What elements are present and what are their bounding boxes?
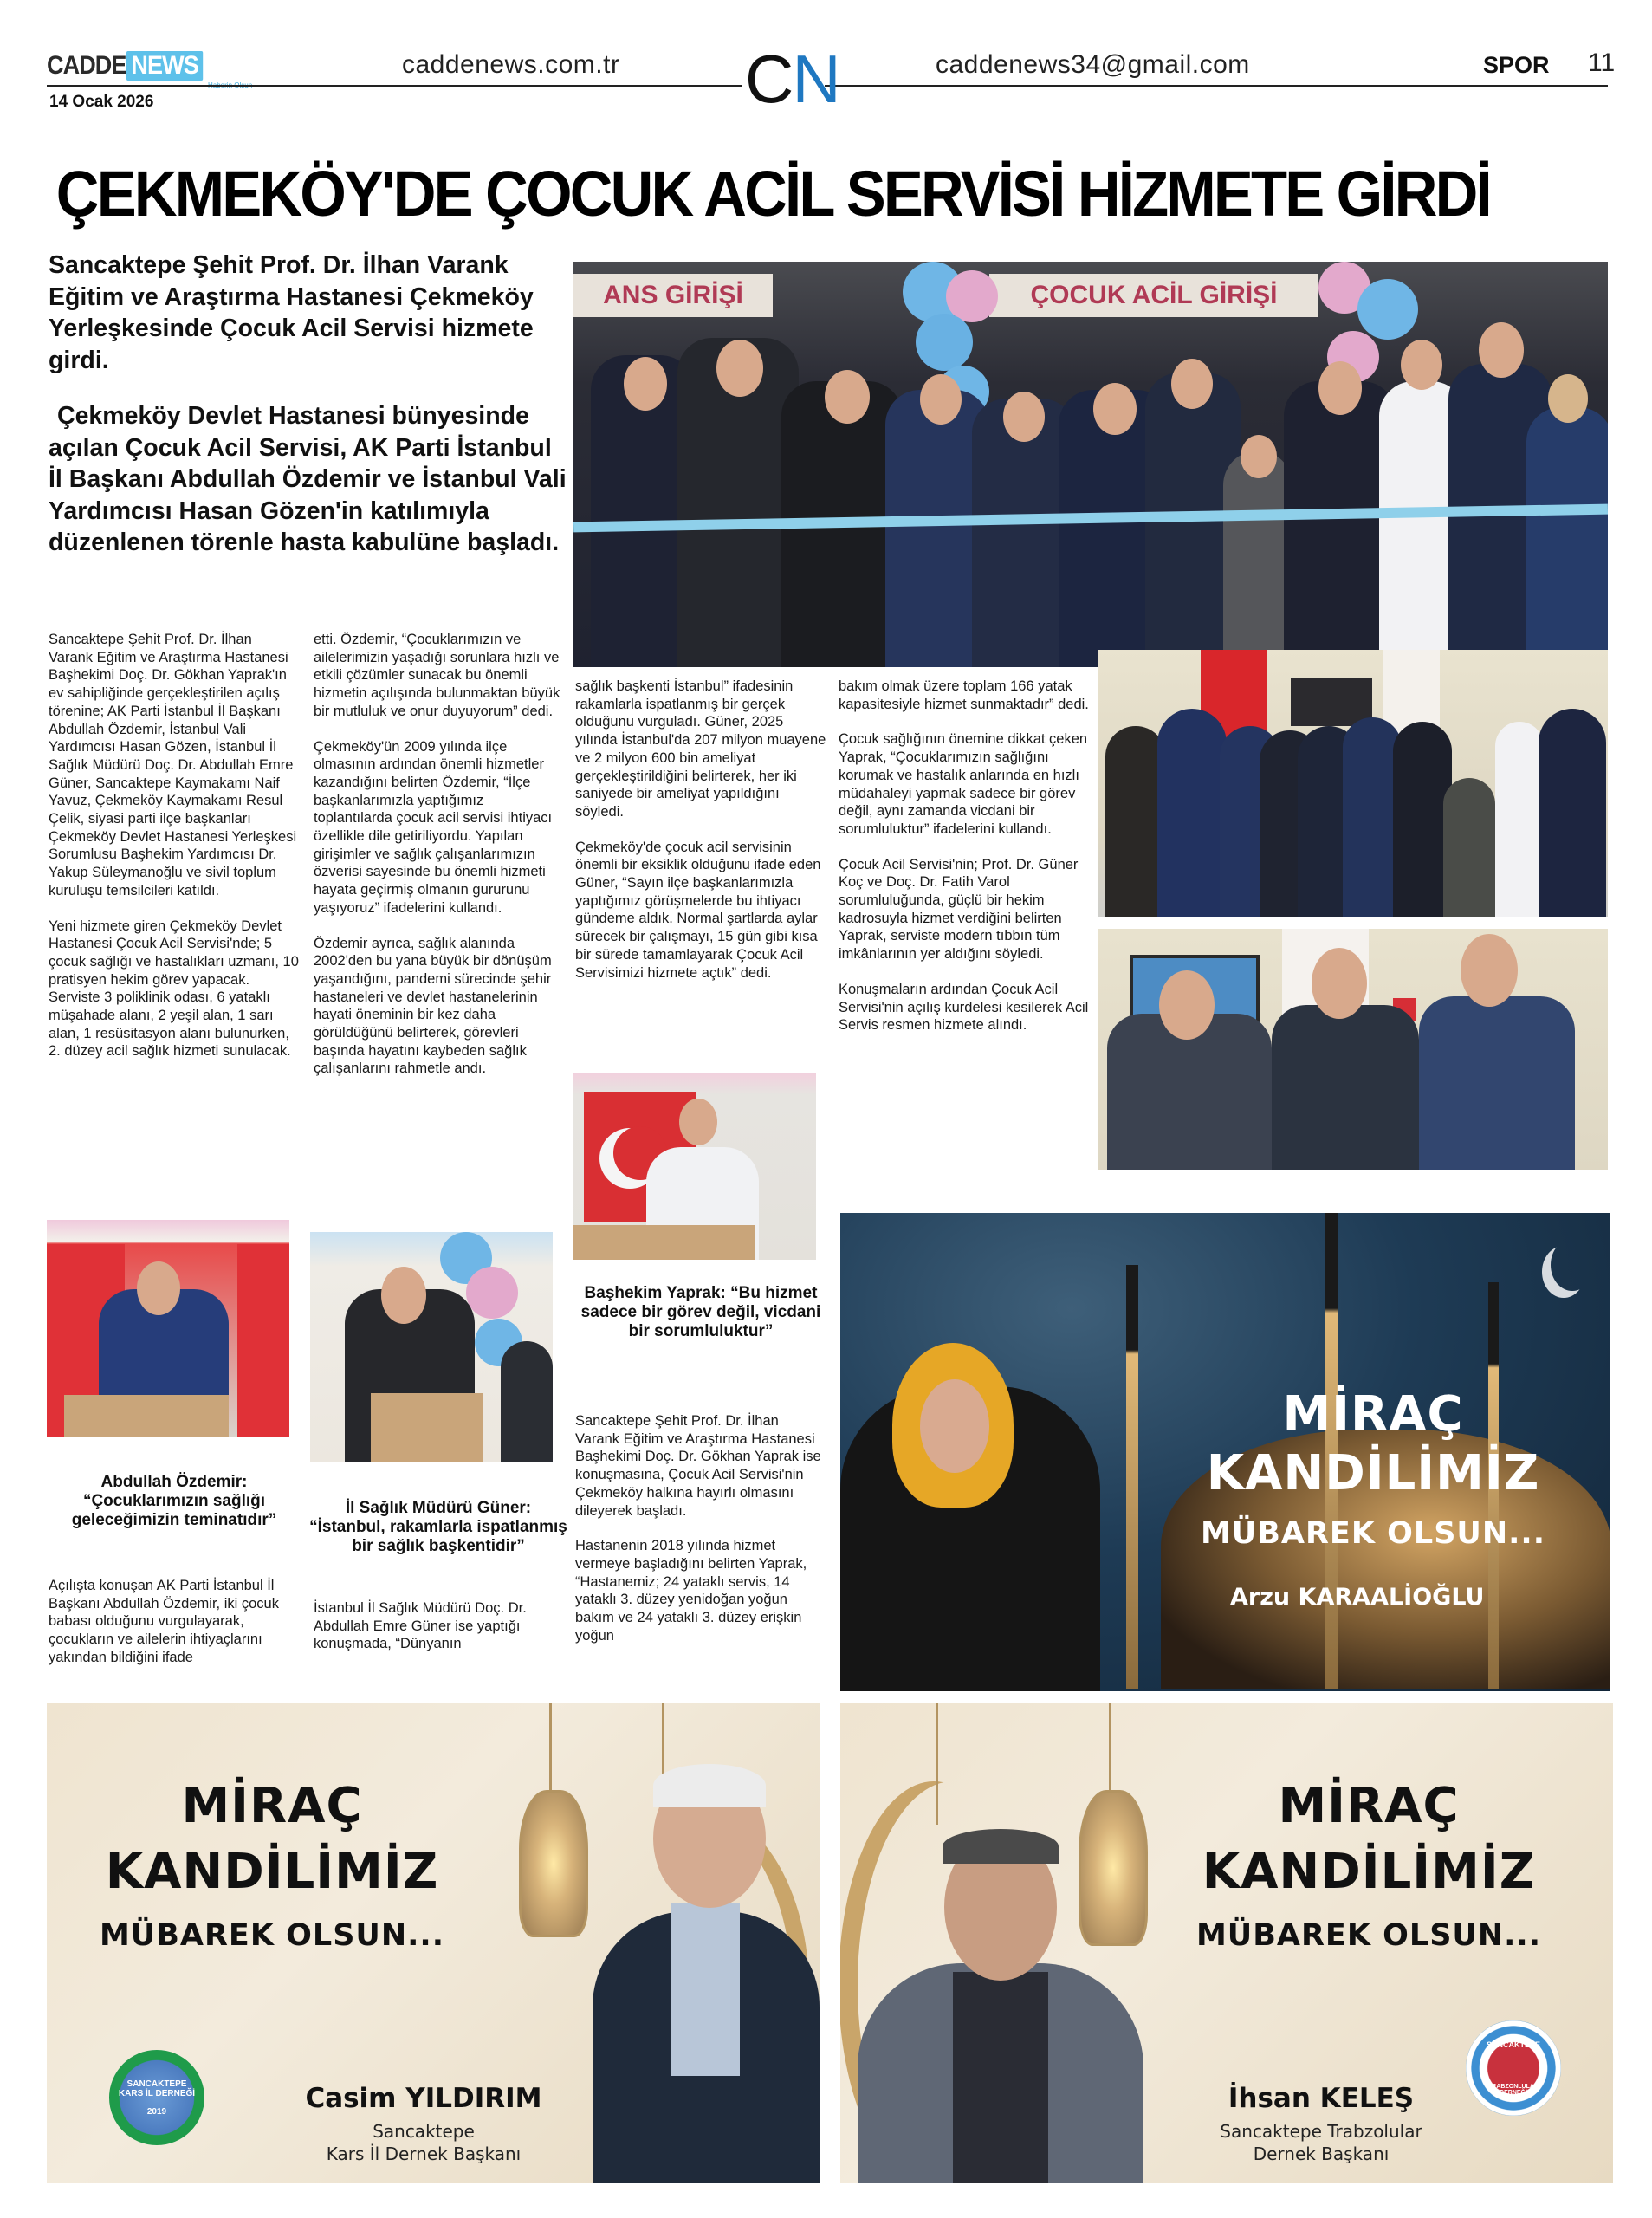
- mirac-kandili-ad-keles: [840, 1703, 1613, 2183]
- paragraph: Çekmeköy'ün 2009 yılında ilçe olmasının ardından önemli hizmetler kazandığını belirten Özdemir, “İlçe başkanlarımızla yaptığımız toplantılarda çocuk acil servisi ihtiyacı özellikle dile getiriliyordu. Yapılan girişimler ve sağlık çalışanlarımızın özverisi sayesinde bu önemli hizmeti hayata geçirmiş olmanın gururunu yaşıyoruz” ifadelerini kullandı.: [314, 738, 553, 916]
- ad-line-2: KANDİLİMİZ: [1206, 1445, 1540, 1501]
- ad-line-3: MÜBAREK OLSUN...: [99, 1918, 445, 1953]
- group-photo: [1098, 650, 1608, 917]
- cn-monogram: [745, 41, 839, 117]
- header-rule-left: [47, 85, 742, 87]
- article-column-5: [575, 1412, 826, 1662]
- lantern-icon: [1079, 1790, 1148, 1946]
- paragraph: Özdemir ayrıca, sağlık alanında 2002'den bu yana büyük bir dönüşüm yaşandığını, pandemi sürecinde şehir hastaneleri ve devlet hastanelerinin hayati öneminin bir kez daha görüldüğünü belirterek, görevleri başında hayatını kaybeden sağlık çalışanlarını rahmetle andı.: [314, 935, 552, 1077]
- issue-date: 14 Ocak 2026: [49, 93, 154, 111]
- article-column-6: [49, 1577, 300, 1684]
- ad-line-1: MİRAÇ: [1282, 1386, 1464, 1443]
- subheading-guner: İl Sağlık Müdürü Güner: “İstanbul, rakamlarla ispatlanmış bir sağlık başkentidir”: [309, 1499, 567, 1555]
- child-emergency-entrance-sign: ÇOCUK ACİL GİRİŞİ: [989, 274, 1318, 317]
- head-physician-speaking-photo: [573, 1073, 816, 1260]
- kars-association-seal: [109, 2050, 204, 2145]
- logo-cadde: CADDE: [47, 51, 126, 80]
- mirac-kandili-ad-yildirim: [47, 1703, 820, 2183]
- ad-person-name: Casim YILDIRIM: [305, 2083, 542, 2114]
- article-column-3: [575, 678, 826, 999]
- mirac-kandili-ad-karaalioglu: [840, 1213, 1610, 1691]
- ad-line-1: MİRAÇ: [1278, 1778, 1460, 1834]
- ad-line-2: KANDİLİMİZ: [105, 1844, 439, 1900]
- seal-text: SANCAKTEPE KARS İL DERNEĞİ: [118, 2079, 196, 2098]
- paragraph: Hastanenin 2018 yılında hizmet vermeye başladığını belirten Yaprak, “Hastanemiz; 24 yataklı servis, 14 yataklı 3. düzey yenidoğan yoğun bakım ve 24 yataklı 3. düzey erişkin yoğun: [575, 1538, 807, 1644]
- seal-bottom: TRABZONLULAR DERNEĞİ: [1488, 2084, 1539, 2096]
- newspaper-logo: [47, 49, 246, 83]
- ad-person-title-1: Sancaktepe Trabzolular: [1220, 2121, 1422, 2142]
- ad-person-title-1: Sancaktepe: [373, 2121, 475, 2142]
- guner-speaking-photo: [310, 1232, 553, 1462]
- seal-top: SANCAKTEPE: [1486, 2040, 1540, 2049]
- ribbon-cutting-photo: [573, 262, 1608, 667]
- subheading-yaprak: Başhekim Yaprak: “Bu hizmet sadece bir görev değil, vicdani bir sorumluluktur”: [580, 1284, 821, 1340]
- ad-line-1: MİRAÇ: [181, 1778, 363, 1834]
- ad-line-3: MÜBAREK OLSUN...: [1195, 1918, 1542, 1953]
- lead-paragraph-2: Çekmeköy Devlet Hastanesi bünyesinde açılan Çocuk Acil Servisi, AK Parti İstanbul İl Başkanı Abdullah Özdemir ve İstanbul Vali Yardımcısı Hasan Gözen'in katılımıyla düzenlenen törenle hasta kabulüne başladı.: [49, 402, 567, 556]
- page-number: 11: [1588, 49, 1616, 77]
- ad-line-3: MÜBAREK OLSUN...: [1200, 1516, 1546, 1551]
- article-column-2: [314, 631, 565, 1095]
- monogram-n: N: [792, 41, 839, 117]
- ad-person-name: Arzu KARAALİOĞLU: [1230, 1584, 1485, 1611]
- paragraph: sağlık başkenti İstanbul” ifadesinin rakamlarla ispatlanmış bir gerçek olduğunu vurguladı. Güner, 2025 yılında İstanbul'da 207 milyon muayene ve 2 milyon 600 bin ameliyat gerçekleştirildiğini belirterek, her iki saniyede bir ameliyat yapıldığını söyledi.: [575, 678, 826, 820]
- ad-person-title-2: Kars İl Dernek Başkanı: [326, 2143, 522, 2164]
- paragraph: Çekmeköy'de çocuk acil servisinin önemli bir eksiklik olduğunu ifade eden Güner, “Sayın ilçe başkanlarımızla yaptığımız görüşmelerde bu ihtiyacı gündeme aldık. Normal şartlarda aylar sürecek bir çalışmayı, 15 gün gibi kısa bir sürede tamamlayarak Çocuk Acil Servisimizi hizmete açtık” dedi.: [575, 839, 821, 981]
- ad-person-title-2: Dernek Başkanı: [1253, 2143, 1390, 2164]
- paragraph: etti. Özdemir, “Çocuklarımızın ve ailelerimizin yaşadığı sorunlara hızlı ve etkili çözümler sunacak bu önemli hizmetin açılışında bulunmaktan büyük bir mutluluk ve onur duyuyorum” dedi.: [314, 632, 560, 719]
- paragraph: Yeni hizmete giren Çekmeköy Devlet Hastanesi Çocuk Acil Servisi'nde; 5 çocuk sağlığı ve hastalıkları uzmanı, 10 pratisyen hekim görev yapacak. Serviste 3 poliklinik odası, 6 yataklı müşahade alanı, 2 yeşil alan, 1 sarı alan, 1 resüsitasyon alanı bulunurken, 2. düzey acil sağlık hizmeti sunulacak.: [49, 918, 299, 1060]
- paragraph: Çocuk sağlığının önemine dikkat çeken Yaprak, “Çocuklarımızın sağlığını korumak ve hastalık anlarında en hızlı müdahaleyi yapmak sadece bir görev değil, aynı zamanda vicdani bir sorumluluktur” ifadelerini kullandı.: [839, 731, 1088, 837]
- seal-year: 2019: [146, 2106, 167, 2117]
- subheading-ozdemir: Abdullah Özdemir: “Çocuklarımızın sağlığı geleceğimizin teminatıdır”: [71, 1473, 277, 1529]
- header-rule-right: [825, 85, 1608, 87]
- section-label: SPOR: [1483, 52, 1550, 78]
- monogram-c: C: [745, 41, 793, 117]
- paragraph: Çocuk Acil Servisi'nin; Prof. Dr. Güner Koç ve Doç. Dr. Fatih Varol sorumluluğunda, güçlü bir hekim kadrosuyla hizmet verdiğini belirten Yaprak, serviste modern tıbbın tüm imkânlarının yer aldığını söyledi.: [839, 856, 1079, 963]
- crescent-moon-icon: [1551, 1239, 1594, 1291]
- lead-paragraph-1: Sancaktepe Şehit Prof. Dr. İlhan Varank Eğitim ve Araştırma Hastanesi Çekmeköy Yerleşkesinde Çocuk Acil Servisi hizmete girdi.: [49, 251, 534, 374]
- ad-line-2: KANDİLİMİZ: [1202, 1844, 1536, 1900]
- article-headline: ÇEKMEKÖY'DE ÇOCUK ACİL SERVİSİ HİZMETE GİRDİ: [55, 158, 1490, 230]
- paragraph: Açılışta konuşan AK Parti İstanbul İl Başkanı Abdullah Özdemir, iki çocuk babası olduğunu vurgulayarak, çocukların ve ailelerin ihtiyaçlarını yakından bildiğini ifade: [49, 1578, 279, 1665]
- ad-person-name: İhsan KELEŞ: [1228, 2083, 1415, 2114]
- paragraph: bakım olmak üzere toplam 166 yatak kapasitesiyle hizmet sunmaktadır” dedi.: [839, 678, 1089, 712]
- article-column-1: [49, 631, 300, 1078]
- trabzon-association-seal: [1466, 2020, 1561, 2116]
- ozdemir-speaking-photo: [47, 1220, 289, 1437]
- three-officials-photo: [1098, 929, 1608, 1170]
- logo-news: NEWS: [126, 51, 203, 81]
- website-link[interactable]: caddenews.com.tr: [402, 50, 620, 79]
- email-link[interactable]: caddenews34@gmail.com: [936, 50, 1250, 79]
- paragraph: Sancaktepe Şehit Prof. Dr. İlhan Varank Eğitim ve Araştırma Hastanesi Başhekimi Doç. Dr. Gökhan Yaprak ise konuşmasına, Çocuk Acil Servisi'nin Çekmeköy halkına hayırlı olmasını dileyerek başladı.: [575, 1413, 821, 1519]
- paragraph: Sancaktepe Şehit Prof. Dr. İlhan Varank Eğitim ve Araştırma Hastanesi Başhekimi Doç. Dr. Gökhan Yaprak'ın ev sahipliğinde gerçekleştirilen açılış törenine; AK Parti İstanbul İl Başkanı Abdullah Özdemir, İstanbul Vali Yardımcısı Hasan Gözen, İstanbul İl Sağlık Müdürü Doç. Dr. Abdullah Emre Güner, Sancaktepe Kaymakamı Naif Yavuz, Çekmeköy Kaymakamı Resul Çelik, siyasi parti ilçe başkanları Çekmeköy Devlet Hastanesi Yerleşkesi Sorumlusu Başhekim Yardımcısı Dr. Yakup Süleymanoğlu ve sivil toplum kuruluşu temsilcileri katıldı.: [49, 632, 297, 898]
- paragraph: Konuşmaların ardından Çocuk Acil Servisi'nin açılış kurdelesi kesilerek Acil Servis resmen hizmete alındı.: [839, 981, 1089, 1034]
- article-column-4: [839, 678, 1090, 1052]
- entrance-sign-left: ANS GİRİŞİ: [573, 274, 773, 317]
- article-column-7: [314, 1599, 565, 1670]
- paragraph: İstanbul İl Sağlık Müdürü Doç. Dr. Abdullah Emre Güner ise yaptığı konuşmada, “Dünyanın: [314, 1600, 527, 1652]
